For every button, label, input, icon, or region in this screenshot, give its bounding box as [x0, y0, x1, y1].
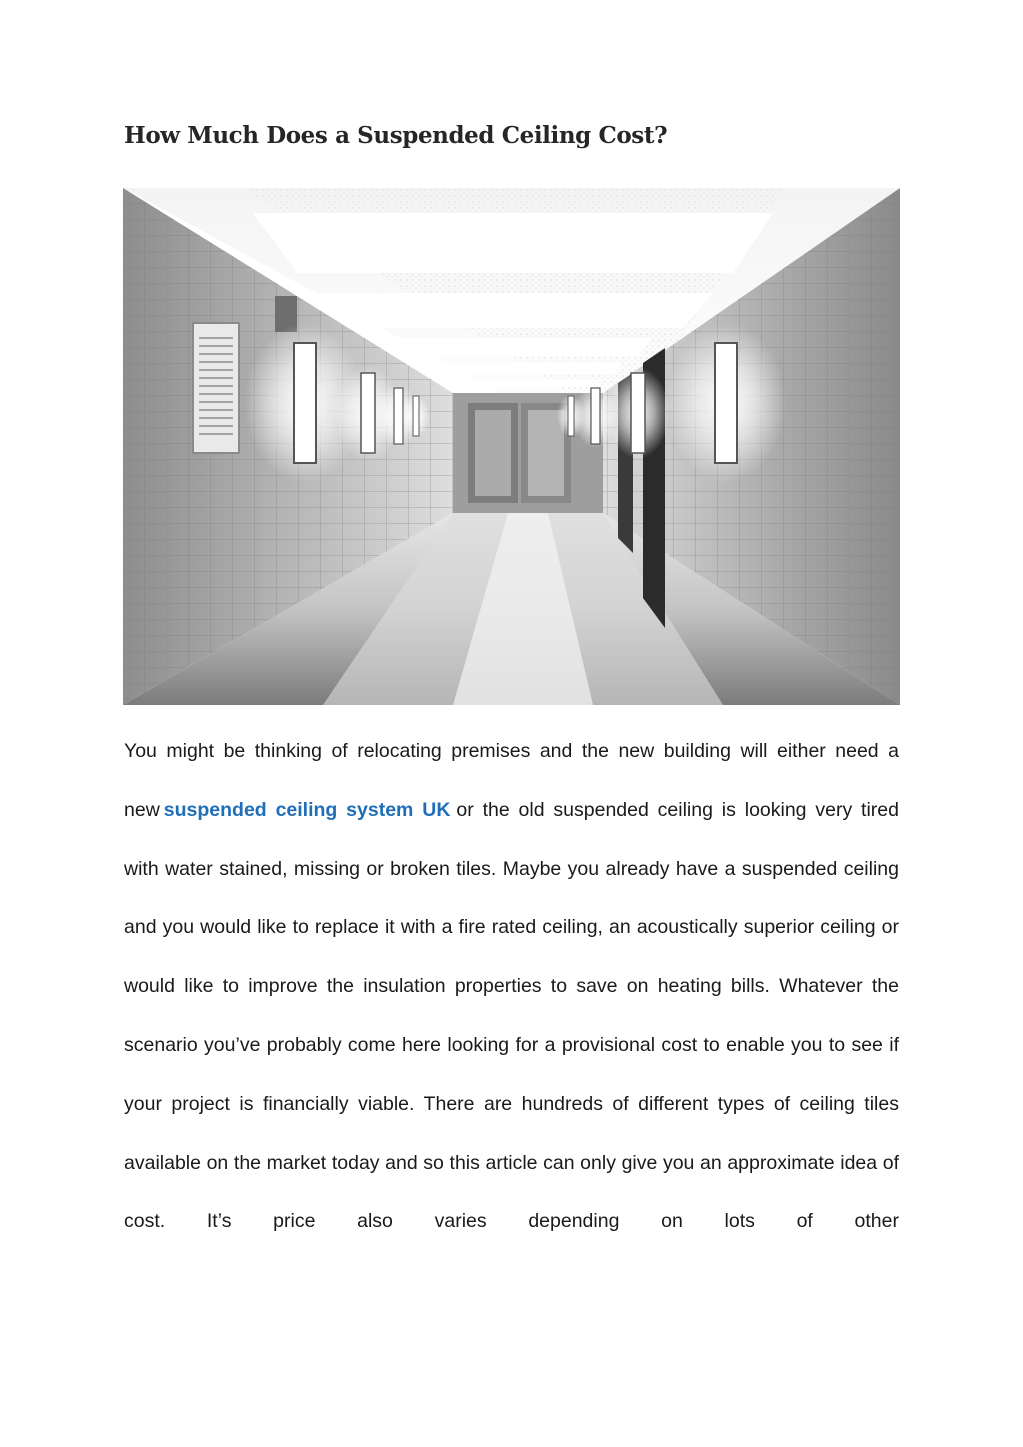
paragraph-text-after-link: or the old suspended ceiling is looking very tired with water stained, missing or broken tiles. Maybe you already have a suspended ceiling and you would like to replace it with a fire rated ceiling, an acoustically superior ceiling or would like to improve the insulation properties to save on heating bills. Whatever the scenario you’ve probably come here looking for a provisional cost to enable you to see if your project is financially viable. There are hundreds of different types of ceiling tiles available on the market today and so this article can only give you an approximate idea of cost. It’s price also varies depending on lots of other	[124, 798, 899, 1233]
suspended-ceiling-system-link[interactable]: suspended ceiling system UK	[163, 798, 451, 821]
paragraph-text-before-link: You might be thinking of relocating premises and the new building will either need a new	[124, 740, 899, 821]
intro-paragraph	[124, 722, 899, 1251]
hallway-photo	[123, 188, 900, 705]
page-title: How Much Does a Suspended Ceiling Cost?	[124, 122, 668, 149]
